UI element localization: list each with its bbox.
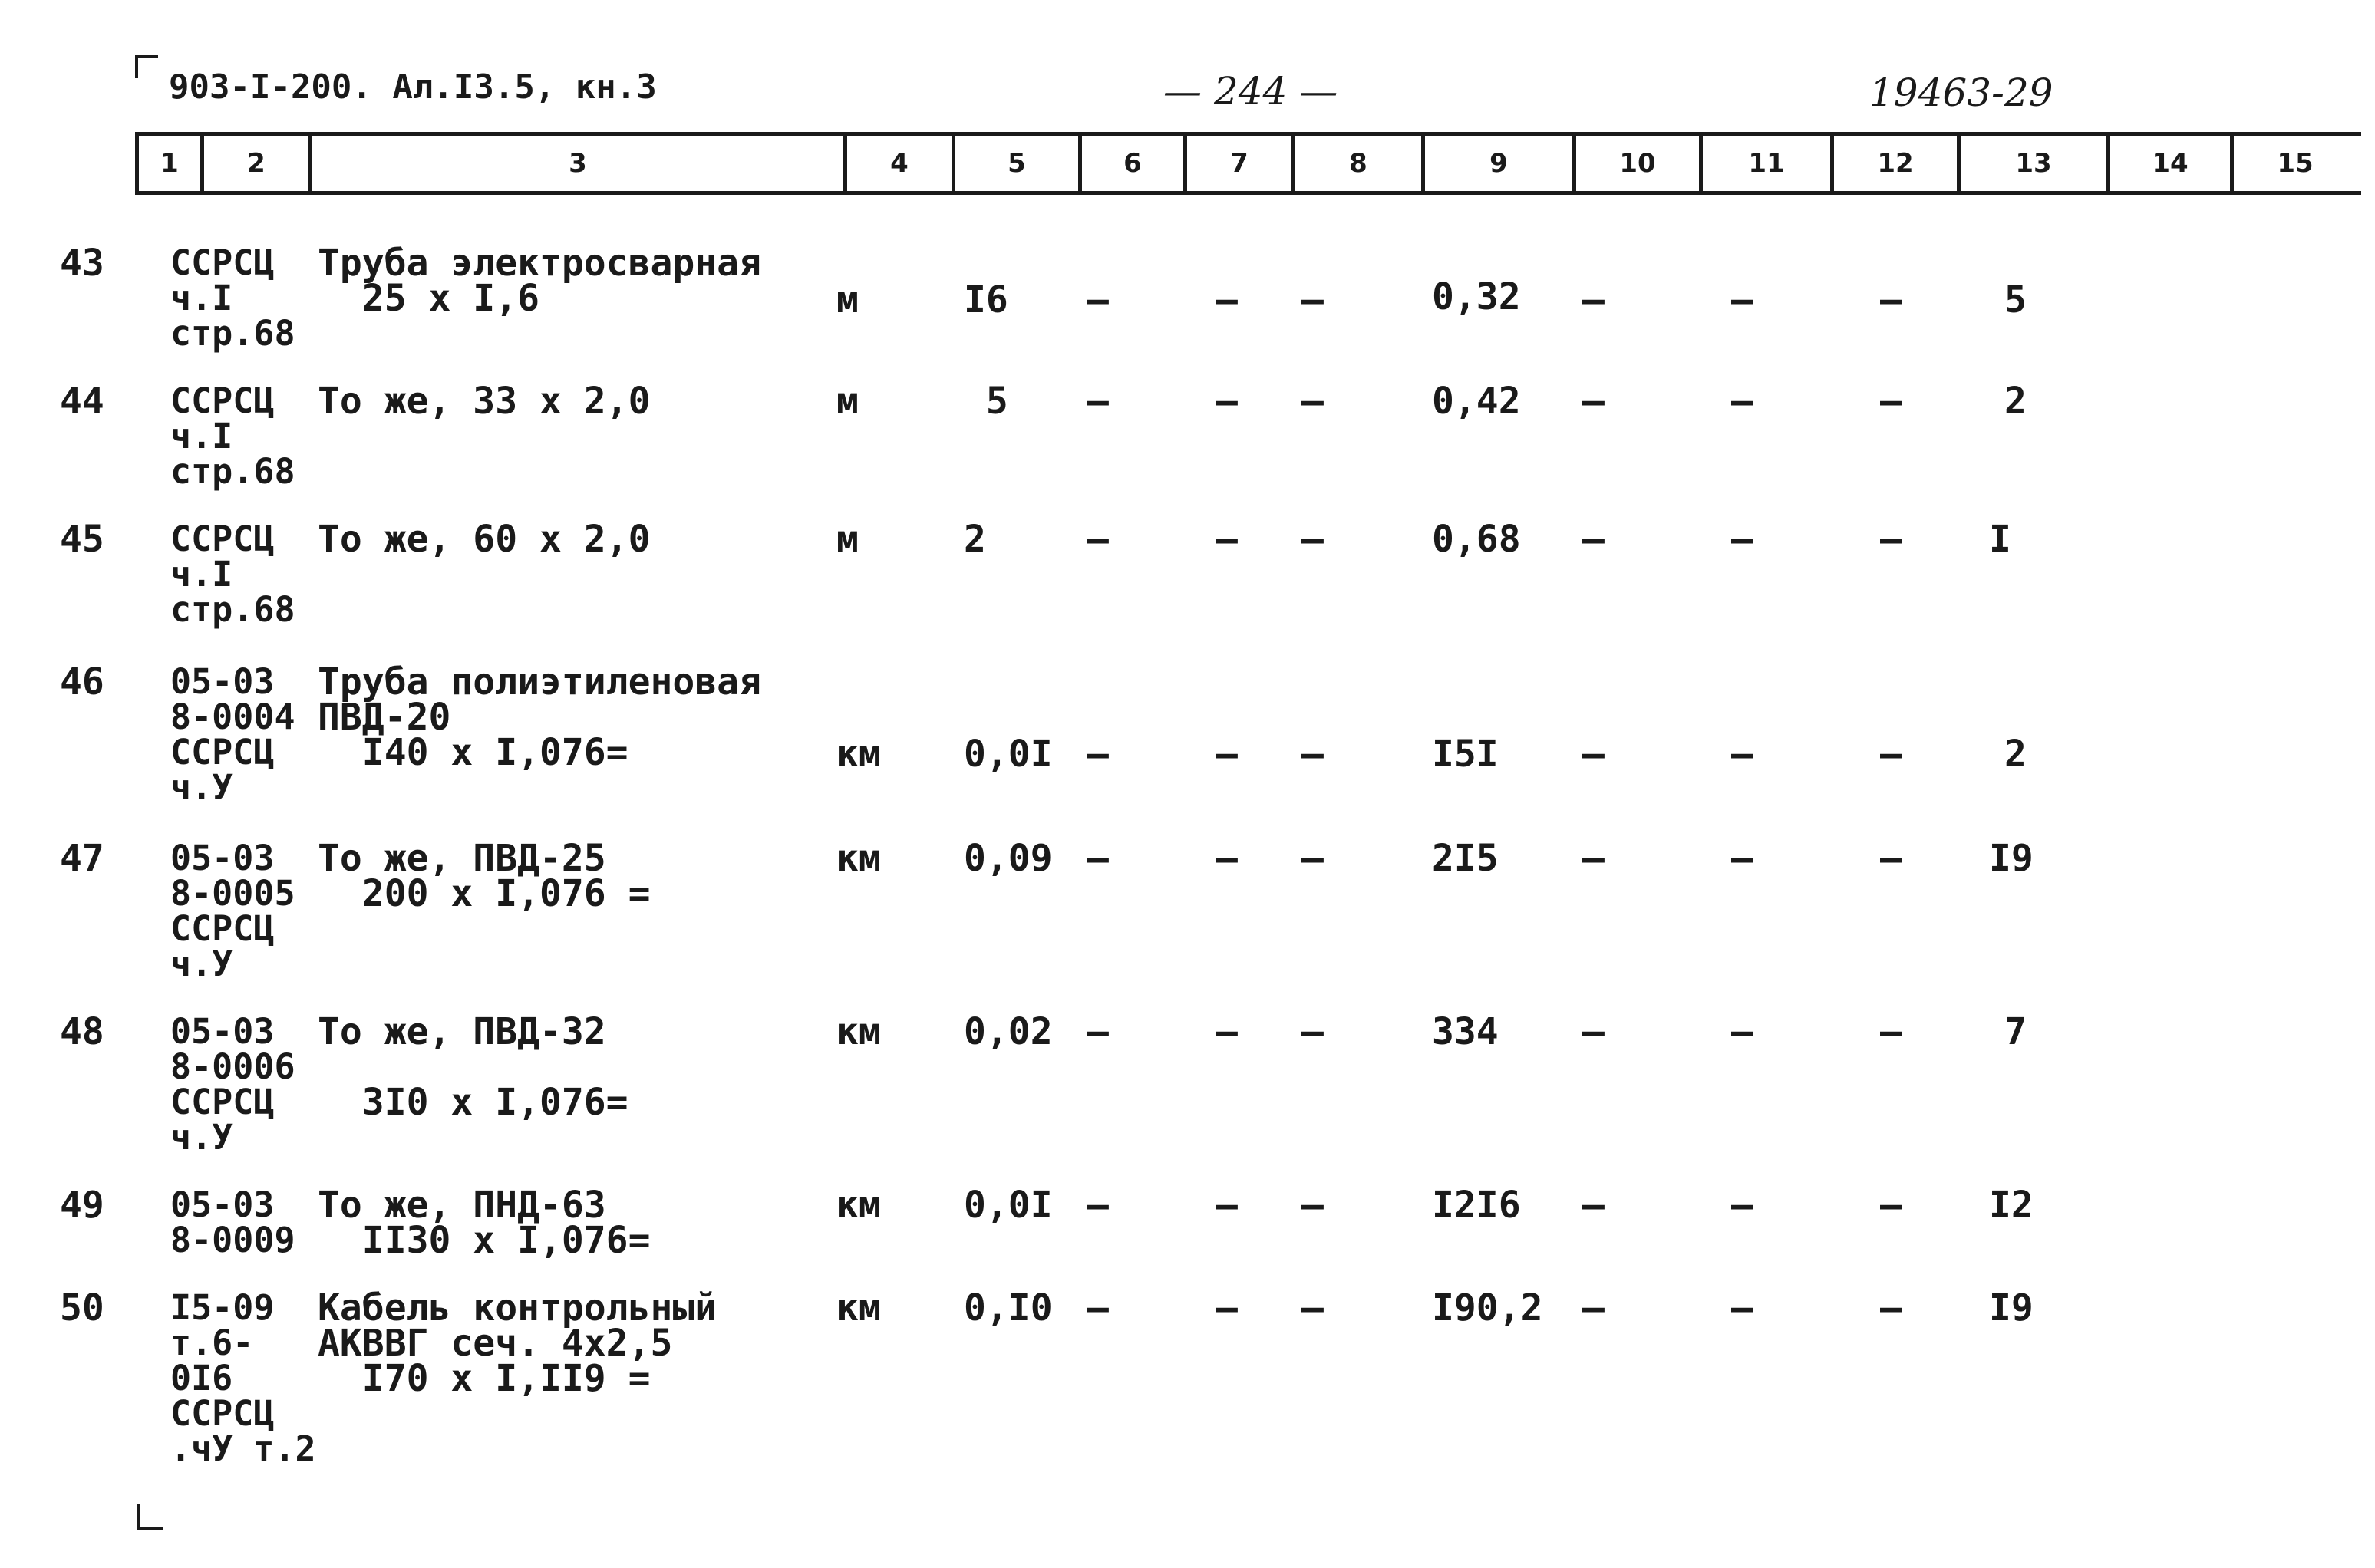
row-number: 45 xyxy=(60,518,104,561)
row-name: То же, 60 x 2,0 xyxy=(318,518,651,561)
row-col6: – xyxy=(1087,837,1109,880)
row-col10: – xyxy=(1582,1184,1605,1227)
row-code: 05-03 8-0009 xyxy=(170,1184,295,1260)
column-header-6: 6 xyxy=(1082,136,1187,191)
page-number: — 244 — xyxy=(1163,69,1338,114)
row-name: То же, ПВД-25 200 x I,076 = xyxy=(318,837,651,915)
row-quantity: 0,0I xyxy=(964,733,1053,776)
row-unit: м xyxy=(836,380,859,423)
column-header-2: 2 xyxy=(204,136,312,191)
column-header-3: 3 xyxy=(312,136,847,191)
row-col9: 0,68 xyxy=(1432,518,1521,561)
row-col7: – xyxy=(1216,1184,1238,1227)
row-col10: – xyxy=(1582,278,1605,321)
row-col12: – xyxy=(1880,518,1902,561)
row-quantity: 0,09 xyxy=(964,837,1053,880)
row-col12: – xyxy=(1880,278,1902,321)
row-col8: – xyxy=(1301,1286,1324,1329)
row-col11: – xyxy=(1731,380,1753,423)
row-col8: – xyxy=(1301,518,1324,561)
sheet-number: 19463-29 xyxy=(1869,71,2053,115)
row-col6: – xyxy=(1087,733,1109,776)
row-col10: – xyxy=(1582,1286,1605,1329)
row-name: Труба полиэтиленовая ПВД-20 I40 x I,076= xyxy=(318,660,761,774)
row-code: 05-03 8-0005 ССРСЦ ч.У xyxy=(170,838,295,984)
column-header-14: 14 xyxy=(2110,136,2234,191)
column-header-11: 11 xyxy=(1703,136,1834,191)
row-number: 49 xyxy=(60,1184,104,1227)
row-number: 43 xyxy=(60,242,104,285)
row-unit: км xyxy=(836,1010,881,1053)
row-unit: км xyxy=(836,733,881,776)
column-header-7: 7 xyxy=(1187,136,1295,191)
row-col7: – xyxy=(1216,733,1238,776)
column-header-12: 12 xyxy=(1834,136,1961,191)
row-col8: – xyxy=(1301,1184,1324,1227)
row-col8: – xyxy=(1301,837,1324,880)
row-col12: – xyxy=(1880,837,1902,880)
document-code: 903-I-200. Ал.I3.5, кн.3 xyxy=(169,68,657,107)
row-quantity: 0,02 xyxy=(964,1010,1053,1053)
row-name: То же, ПВД-32 3I0 x I,076= xyxy=(318,1010,628,1124)
row-unit: км xyxy=(836,837,881,880)
row-col13: I xyxy=(1989,518,2011,561)
row-col6: – xyxy=(1087,1286,1109,1329)
row-unit: м xyxy=(836,518,859,561)
row-col6: – xyxy=(1087,1010,1109,1053)
row-col7: – xyxy=(1216,837,1238,880)
bottom-left-corner-mark xyxy=(137,1504,163,1530)
row-name: То же, 33 x 2,0 xyxy=(318,380,651,423)
row-col11: – xyxy=(1731,1286,1753,1329)
row-col11: – xyxy=(1731,518,1753,561)
row-col9: 0,42 xyxy=(1432,380,1521,423)
row-col13: I9 xyxy=(1989,1286,2034,1329)
row-col11: – xyxy=(1731,278,1753,321)
row-col11: – xyxy=(1731,1184,1753,1227)
row-col9: 0,32 xyxy=(1432,275,1521,318)
row-col9: I90,2 xyxy=(1432,1286,1543,1329)
row-col6: – xyxy=(1087,1184,1109,1227)
row-col7: – xyxy=(1216,1010,1238,1053)
row-col10: – xyxy=(1582,380,1605,423)
row-col9: 334 xyxy=(1432,1010,1499,1053)
row-col12: – xyxy=(1880,380,1902,423)
column-header-1: 1 xyxy=(139,136,204,191)
row-col13: I2 xyxy=(1989,1184,2034,1227)
row-col13: 2 xyxy=(2004,380,2027,423)
row-code: ССРСЦ ч.I стр.68 xyxy=(170,519,295,630)
row-quantity: 0,0I xyxy=(964,1184,1053,1227)
row-col11: – xyxy=(1731,837,1753,880)
row-number: 47 xyxy=(60,837,104,880)
row-col13: 7 xyxy=(2004,1010,2027,1053)
row-col6: – xyxy=(1087,380,1109,423)
row-name: То же, ПНД-63 II30 x I,076= xyxy=(318,1184,651,1262)
column-header-9: 9 xyxy=(1425,136,1576,191)
row-code: ССРСЦ ч.I стр.68 xyxy=(170,380,295,492)
row-col8: – xyxy=(1301,1010,1324,1053)
row-col7: – xyxy=(1216,278,1238,321)
row-col7: – xyxy=(1216,1286,1238,1329)
row-col10: – xyxy=(1582,837,1605,880)
row-col8: – xyxy=(1301,278,1324,321)
row-col6: – xyxy=(1087,278,1109,321)
row-quantity: 5 xyxy=(964,380,1008,423)
column-header-10: 10 xyxy=(1576,136,1703,191)
row-code: 05-03 8-0006 ССРСЦ ч.У xyxy=(170,1011,295,1158)
row-col13: 2 xyxy=(2004,733,2027,776)
row-number: 48 xyxy=(60,1010,104,1053)
row-unit: м xyxy=(836,278,859,321)
row-col9: I5I xyxy=(1432,733,1499,776)
row-number: 46 xyxy=(60,660,104,703)
row-code: 05-03 8-0004 ССРСЦ ч.У xyxy=(170,661,295,808)
row-name: Кабель контрольный АКВВГ сеч. 4x2,5 I70 x I,II9 = xyxy=(318,1286,717,1400)
row-col13: 5 xyxy=(2004,278,2027,321)
row-name: Труба электросварная 25 x I,6 xyxy=(318,242,761,320)
row-col6: – xyxy=(1087,518,1109,561)
row-quantity: I6 xyxy=(964,278,1008,321)
row-col11: – xyxy=(1731,1010,1753,1053)
column-header-4: 4 xyxy=(847,136,955,191)
row-col9: 2I5 xyxy=(1432,837,1499,880)
top-left-corner-mark xyxy=(135,55,158,78)
row-col11: – xyxy=(1731,733,1753,776)
row-col7: – xyxy=(1216,518,1238,561)
row-col8: – xyxy=(1301,380,1324,423)
column-header-13: 13 xyxy=(1961,136,2110,191)
row-col7: – xyxy=(1216,380,1238,423)
row-col9: I2I6 xyxy=(1432,1184,1521,1227)
row-code: I5-09 т.6- 0I6 ССРСЦ .чУ т.2 xyxy=(170,1287,316,1469)
row-col12: – xyxy=(1880,1184,1902,1227)
row-unit: км xyxy=(836,1286,881,1329)
row-number: 44 xyxy=(60,380,104,423)
row-quantity: 2 xyxy=(964,518,986,561)
row-number: 50 xyxy=(60,1286,104,1329)
row-col13: I9 xyxy=(1989,837,2034,880)
row-quantity: 0,I0 xyxy=(964,1286,1053,1329)
column-header-15: 15 xyxy=(2277,148,2314,179)
row-col10: – xyxy=(1582,1010,1605,1053)
column-header-5: 5 xyxy=(955,136,1082,191)
row-unit: км xyxy=(836,1184,881,1227)
row-col12: – xyxy=(1880,733,1902,776)
column-header-8: 8 xyxy=(1295,136,1425,191)
row-col10: – xyxy=(1582,518,1605,561)
row-code: ССРСЦ ч.I стр.68 xyxy=(170,242,295,354)
column-header-bar xyxy=(135,132,2361,195)
row-col12: – xyxy=(1880,1010,1902,1053)
row-col12: – xyxy=(1880,1286,1902,1329)
row-col10: – xyxy=(1582,733,1605,776)
row-col8: – xyxy=(1301,733,1324,776)
